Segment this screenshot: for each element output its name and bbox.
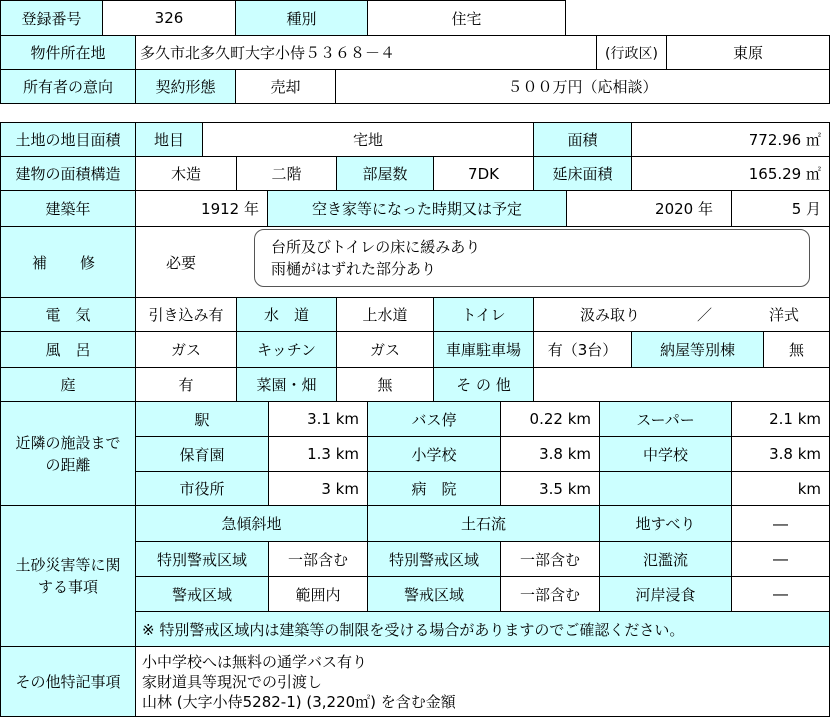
land-category-label: 地目 [135,122,203,157]
super-label: スーパー [599,401,732,437]
rooms-label: 部屋数 [336,156,434,191]
land-category-value: 宅地 [202,122,534,157]
contract-value: 売却 [235,69,336,104]
hospital-value: 3.5 km [500,471,600,506]
kitchen-value: ガス [336,331,434,368]
steep-special-label: 特別警戒区域 [135,541,269,577]
debris-warning-label: 警戒区域 [367,576,501,612]
jhs-value: 3.8 km [731,436,830,472]
nearby-label-line: の距離 [45,455,91,474]
hazard-label-line: 土砂災害等に関 [15,556,121,574]
reg-no-label: 登録番号 [0,0,103,36]
repair-note-line: 雨樋がはずれた部分あり [271,260,437,278]
toilet-value [533,297,830,332]
debris-special-value: 一部含む [500,541,600,577]
toilet-type: 汲み取り [580,306,641,324]
bath-label: 風 呂 [0,331,136,368]
erosion-value: ― [731,576,830,612]
floor-area-label: 延床面積 [533,156,632,191]
type-value: 住宅 [367,0,566,36]
blank-facility-value: km [731,471,830,506]
reg-no-value: 326 [102,0,236,36]
remarks-line: 家財道具等現況での引渡し [142,672,323,691]
nearby-label [0,401,136,506]
built-label: 建築年 [0,190,136,227]
building-floors: 二階 [236,156,337,191]
building-label: 建物の面積構造 [0,156,136,191]
debris-label: 土石流 [367,505,600,542]
price-value: ５００万円（応相談） [335,69,830,104]
toilet-label: トイレ [433,297,534,332]
district-value: 東原 [666,35,830,70]
steep-label: 急傾斜地 [135,505,368,542]
district-label: (行政区) [596,35,667,70]
station-value: 3.1 km [268,401,368,437]
other-label: そ の 他 [433,367,534,402]
toilet-style: 洋式 [768,306,799,324]
toilet-separator: ／ [696,306,712,324]
water-label: 水 道 [236,297,337,332]
vacant-year: 2020 年 [566,190,732,227]
hazard-note: ※ 特別警戒区域内は建築等の制限を受ける場合がありますのでご確認ください。 [135,611,830,647]
electric-label: 電 気 [0,297,136,332]
repair-label: 補 修 [0,226,136,298]
blank-facility-label [599,471,732,506]
contract-label: 契約形態 [135,69,236,104]
debris-warning-value: 一部含む [500,576,600,612]
debris-special-label: 特別警戒区域 [367,541,501,577]
remarks-body [135,646,830,717]
repair-note-line: 台所及びトイレの床に緩みあり [271,238,481,256]
landslide-label: 地すべり [599,505,732,542]
steep-special-value: 一部含む [268,541,368,577]
remarks-line: 小中学校へは無料の通学バス有り [142,652,368,671]
parking-label: 車庫駐車場 [433,331,534,368]
vacant-month: 5 月 [731,190,830,227]
jhs-label: 中学校 [599,436,732,472]
hospital-label: 病 院 [367,471,501,506]
bus-label: バス停 [367,401,501,437]
other-value [533,367,830,402]
vacant-label: 空き家等になった時期又は予定 [267,190,567,227]
built-year: 1912 年 [135,190,268,227]
remarks-label: その他特記事項 [0,646,136,717]
repair-notes [254,229,810,287]
land-area-label: 面積 [533,122,632,157]
flood-label: 氾濫流 [599,541,732,577]
steep-warning-value: 範囲内 [268,576,368,612]
land-label: 土地の地目面積 [0,122,136,157]
nursery-label: 保育園 [135,436,269,472]
cityhall-value: 3 km [268,471,368,506]
kitchen-label: キッチン [236,331,337,368]
electric-value: 引き込み有 [135,297,237,332]
elem-label: 小学校 [367,436,501,472]
field-label: 菜園・畑 [236,367,337,402]
bath-value: ガス [135,331,237,368]
location-label: 物件所在地 [0,35,136,70]
garden-label: 庭 [0,367,136,402]
shed-value: 無 [763,331,830,368]
remarks-line: 山林 (大字小侍5282-1) (3,220㎡) を含む金額 [142,692,456,711]
field-value: 無 [336,367,434,402]
land-area-value: 772.96 ㎡ [631,122,830,157]
cityhall-label: 市役所 [135,471,269,506]
hazard-label-line: する事項 [37,578,98,596]
rooms-value: 7DK [433,156,534,191]
intent-label: 所有者の意向 [0,69,136,104]
landslide-value: ― [731,505,830,542]
super-value: 2.1 km [731,401,830,437]
elem-value: 3.8 km [500,436,600,472]
flood-value: ― [731,541,830,577]
hazard-label [0,505,136,647]
location-value: 多久市北多久町大字小侍５３６８－４ [135,35,597,70]
nearby-label-line: 近隣の施設まで [15,433,121,452]
parking-value: 有（3台） [533,331,632,368]
station-label: 駅 [135,401,269,437]
bus-value: 0.22 km [500,401,600,437]
repair-need: 必要 [166,253,197,272]
erosion-label: 河岸浸食 [599,576,732,612]
water-value: 上水道 [336,297,434,332]
steep-warning-label: 警戒区域 [135,576,269,612]
garden-value: 有 [135,367,237,402]
nursery-value: 1.3 km [268,436,368,472]
type-label: 種別 [235,0,368,36]
shed-label: 納屋等別棟 [631,331,764,368]
floor-area-value: 165.29 ㎡ [631,156,830,191]
building-structure: 木造 [135,156,237,191]
